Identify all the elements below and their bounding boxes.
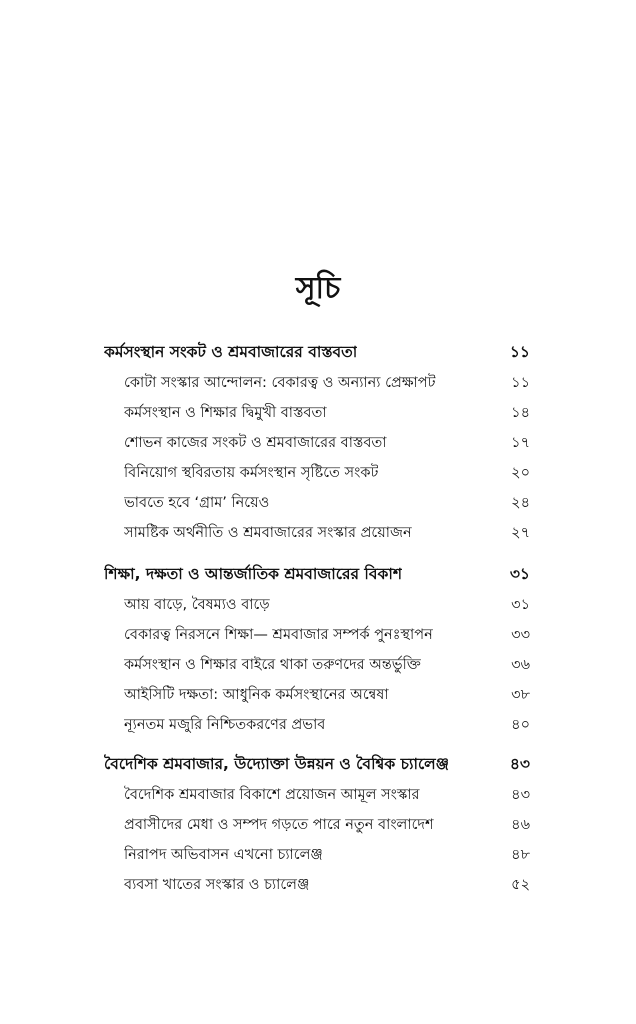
item-title: কোটা সংস্কার আন্দোলন: বেকারত্ব ও অন্যান্য প্রেক্ষাপট [124,375,436,391]
toc-item[interactable] [124,654,530,678]
item-title: আইসিটি দক্ষতা: আধুনিক কর্মসংস্থানের অন্বেষা [124,687,389,703]
section-title: শিক্ষা, দক্ষতা ও আন্তর্জাতিক শ্রমবাজারের বিকাশ [104,565,403,583]
section-page: ১১ [509,343,530,361]
item-title: ভাবতে হবে ‘গ্রাম’ নিয়েও [124,495,270,511]
toc-item[interactable] [124,432,530,456]
toc-item[interactable] [124,522,530,546]
item-page: ৪৬ [511,817,530,833]
item-title: নিরাপদ অভিবাসন এখনো চ্যালেঞ্জ [124,847,323,863]
item-title: আয় বাড়ে, বৈষম্যও বাড়ে [124,597,270,613]
item-title: প্রবাসীদের মেধা ও সম্পদ গড়তে পারে নতুন বাংলাদেশ [124,817,434,833]
toc-item[interactable] [124,594,530,618]
toc-item[interactable] [124,624,530,648]
toc-section-1[interactable] [104,340,530,366]
section-page: ৪৩ [509,755,530,773]
toc-section-2[interactable] [104,562,530,588]
item-title: কর্মসংস্থান ও শিক্ষার বাইরে থাকা তরুণদের অন্তর্ভুক্তি [124,657,421,673]
item-title: বেকারত্ব নিরসনে শিক্ষা— শ্রমবাজার সম্পর্ক পুনঃস্থাপন [124,627,433,643]
item-page: ৩৮ [511,687,530,703]
item-page: ৪৩ [511,787,530,803]
item-page: ১১ [511,375,530,391]
item-page: ৫২ [511,877,530,893]
page-title: সূচি [295,271,341,306]
item-page: ১৭ [511,435,530,451]
item-page: ৩৩ [511,627,530,643]
toc-item[interactable] [124,874,530,898]
item-page: ১৪ [511,405,530,421]
toc-item[interactable] [124,814,530,838]
item-page: ২৭ [511,525,530,541]
item-page: ২০ [511,465,530,481]
item-page: ৩৬ [511,657,530,673]
item-title: বৈদেশিক শ্রমবাজার বিকাশে প্রয়োজন আমূল সংস্কার [124,787,420,803]
item-page: ২৪ [511,495,530,511]
section-page: ৩১ [509,565,530,583]
toc-item[interactable] [124,492,530,516]
toc-item[interactable] [124,784,530,808]
item-title: সামষ্টিক অর্থনীতি ও শ্রমবাজারের সংস্কার প্রয়োজন [124,525,412,541]
item-page: ৪৮ [511,847,530,863]
toc-item[interactable] [124,844,530,868]
item-title: বিনিয়োগ স্থবিরতায় কর্মসংস্থান সৃষ্টিতে সংকট [124,465,379,481]
toc-item[interactable] [124,462,530,486]
item-title: ন্যূনতম মজুরি নিশ্চিতকরণের প্রভাব [124,717,326,733]
section-title: বৈদেশিক শ্রমবাজার, উদ্যোক্তা উন্নয়ন ও বৈশ্বিক চ্যালেঞ্জ [104,755,449,773]
item-title: কর্মসংস্থান ও শিক্ষার দ্বিমুখী বাস্তবতা [124,405,327,421]
item-title: ব্যবসা খাতের সংস্কার ও চ্যালেঞ্জ [124,877,310,893]
item-page: ৩১ [511,597,530,613]
item-title: শোভন কাজের সংকট ও শ্রমবাজারের বাস্তবতা [124,435,387,451]
toc-item[interactable] [124,372,530,396]
toc-section-3[interactable] [104,752,530,778]
toc-item[interactable] [124,714,530,738]
section-title: কর্মসংস্থান সংকট ও শ্রমবাজারের বাস্তবতা [104,343,358,361]
toc-item[interactable] [124,684,530,708]
item-page: ৪০ [511,717,530,733]
toc-item[interactable] [124,402,530,426]
